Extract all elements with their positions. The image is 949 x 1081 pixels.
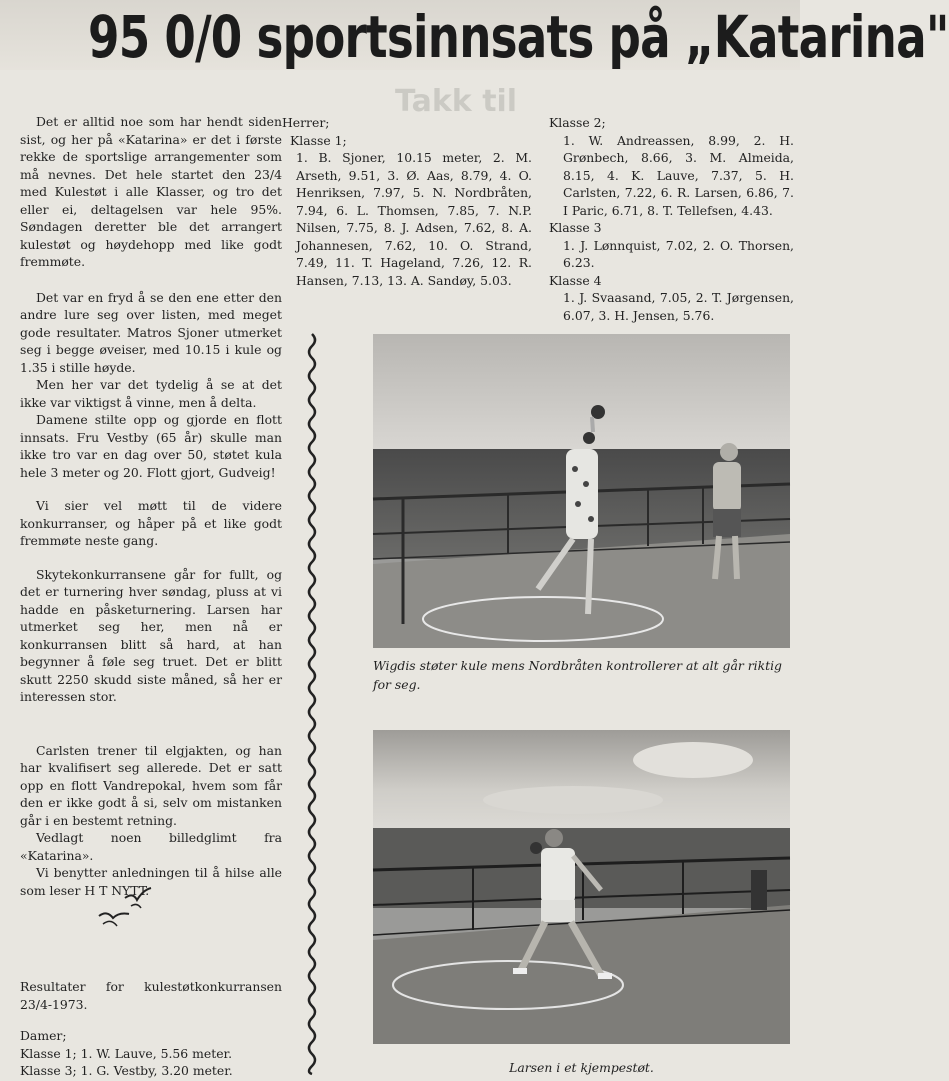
herrer-label: Herrer; — [282, 115, 330, 130]
article-paragraph: Det er alltid noe som har hendt siden sist, og her på «Katarina» er det i første rekke de sportslige arrangementer som må nevnes. Det hele startet den 23/4 med Kulestøt i alle Klasser, og tro det eller ei, deltagelsen var hele 95%. Søndagen deretter ble det arrangert kulestøt og høydehopp med like godt fremmøte. — [20, 114, 282, 269]
results-block — [20, 978, 282, 1080]
klasse4-results: 1. J. Svaasand, 7.05, 2. T. Jørgensen, 6.07, 3. H. Jensen, 5.76. — [563, 290, 794, 323]
photo2-caption: Larsen i et kjempestøt. — [509, 1060, 654, 1075]
seagull-illustration — [95, 884, 155, 934]
klasse1-label: Klasse 1; — [290, 132, 347, 148]
klasse3-label: Klasse 3 — [549, 220, 602, 235]
article-paragraph: Damene stilte opp og gjorde en flott innsats. Fru Vestby (65 år) skulle man ikke tro var en dag over 50, støtet kula hele 3 meter og 20. Flott gjort, Gudveig! — [20, 412, 282, 480]
klasse4-label: Klasse 4 — [549, 272, 602, 288]
left-column — [20, 113, 282, 899]
article-paragraph: Vi sier vel møtt til de videre konkurranser, og håper på et like godt fremmøte neste gang. — [20, 498, 282, 548]
damer-label: Damer; — [20, 1028, 67, 1043]
damer-klasse1: Klasse 1; 1. W. Lauve, 5.56 meter. — [20, 1045, 233, 1061]
middle-column — [282, 114, 532, 289]
bleed-through-text: Takk til — [395, 84, 518, 119]
wavy-divider — [302, 334, 322, 1074]
photo1-caption: Wigdis støter kule mens Nordbråten kontrollerer at alt går riktig for seg. — [373, 658, 782, 692]
article-paragraph: Skytekonkurransene går for fullt, og det er turnering hver søndag, pluss at vi hadde en påsketurnering. Larsen har utmerket seg her, men nå er konkurransen blitt så hard, at han begynner å føle seg truet. Det er blitt skutt 2250 skudd siste måned, så her er interessen stor. — [20, 566, 282, 704]
klasse2-label: Klasse 2; — [549, 115, 606, 130]
klasse2-results: 1. W. Andreassen, 8.99, 2. H. Grønbech, 8.66, 3. M. Almeida, 8.15, 4. K. Lauve, 7.37, 5. H. Carlsten, 7.22, 6. R. Larsen, 6.86, 7. I Paric, 6.71, 8. T. Tellefsen, 4.43. — [563, 132, 794, 218]
results-title: Resultater for kulestøtkonkurransen 23/4-1973. — [20, 979, 282, 1012]
page-headline: 95 0/0 sportsinnsats på „Katarina" — [88, 3, 949, 71]
article-paragraph: Men her var det tydelig å se at det ikke var viktigst å vinne, men å delta. — [20, 377, 282, 410]
right-column — [549, 114, 794, 324]
article-paragraph: Carlsten trener til elgjakten, og han har kvalifisert seg allerede. Det er satt opp en flott Vandrepokal, hvem som får den er ikke godt å si, selv om mistanken går i en bestemt retning. — [20, 742, 282, 828]
article-paragraph: Vi benytter anledningen til å hilse alle som leser H T NYTT. — [20, 865, 282, 898]
klasse1-results: 1. B. Sjoner, 10.15 meter, 2. M. Arseth, 9.51, 3. Ø. Aas, 8.79, 4. O. Henriksen, 7.97, 5. N. Nordbråten, 7.94, 6. L. Thomsen, 7.85, 7. N.P. Nilsen, 7.75, 8. J. Adsen, 7.62, 8. A. Johannesen, 7.62, 10. O. Strand, 7.49, 11. T. Hageland, 7.26, 12. R. Hansen, 7.13, 13. A. Sandøy, 5.03. — [296, 150, 532, 288]
photo-shot-put-man — [373, 730, 790, 1044]
article-paragraph: Vedlagt noen billedglimt fra «Katarina». — [20, 830, 282, 863]
photo-shot-put-woman — [373, 334, 790, 648]
article-paragraph: Det var en fryd å se den ene etter den andre lure seg over listen, med meget gode resultater. Matros Sjoner utmerket seg i begge øveiser, med 10.15 i kule og 1.35 i stille høyde. — [20, 289, 282, 375]
klasse3-results: 1. J. Lønnquist, 7.02, 2. O. Thorsen, 6.23. — [563, 237, 794, 270]
damer-klasse3: Klasse 3; 1. G. Vestby, 3.20 meter. — [20, 1063, 233, 1078]
